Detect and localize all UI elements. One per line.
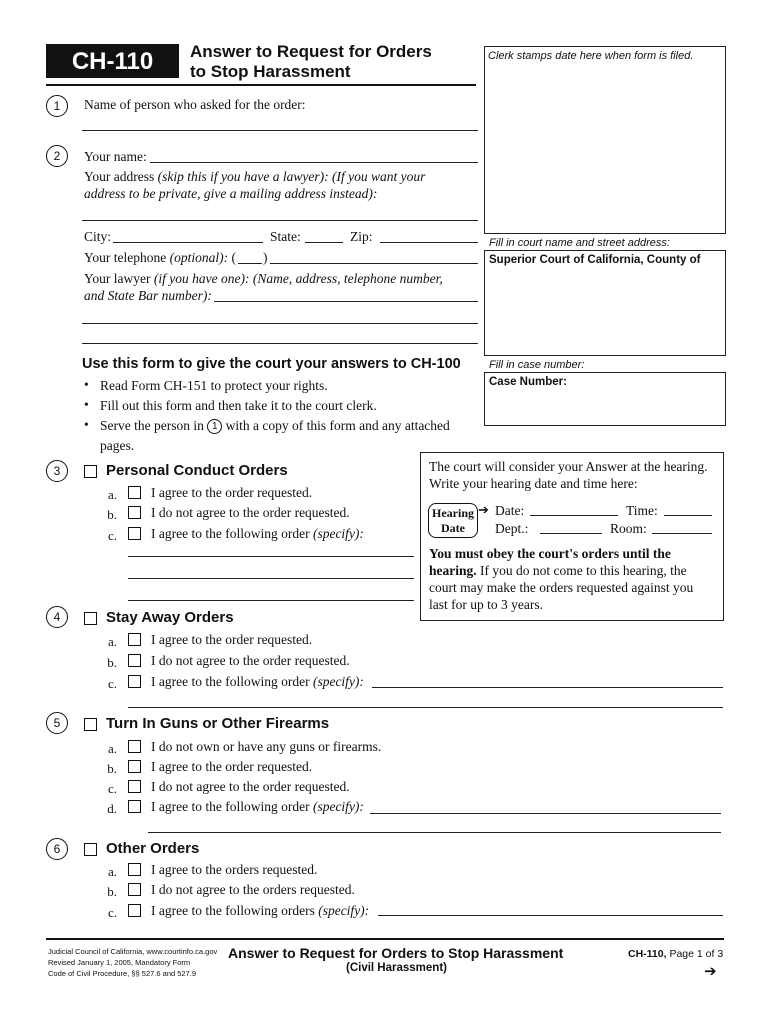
section6-specify-field[interactable] <box>378 915 723 916</box>
city-label: City: <box>84 229 112 244</box>
section3-letter-a: a. <box>107 487 117 502</box>
footer-title: Answer to Request for Orders to Stop Harassment <box>228 945 564 961</box>
section6-b-checkbox[interactable] <box>128 883 141 896</box>
section4-b-label: I do not agree to the order requested. <box>151 653 350 668</box>
section3-c-label: I agree to the following order (specify): <box>151 526 364 541</box>
footer-rule <box>46 938 724 940</box>
your-name-field[interactable] <box>150 162 478 163</box>
next-page-arrow-icon: ➔ <box>704 964 717 980</box>
section5-specify-field-2[interactable] <box>148 832 721 833</box>
section6-c-checkbox[interactable] <box>128 904 141 917</box>
item-ref-1-icon: 1 <box>207 419 222 434</box>
hearing-dept-field[interactable] <box>540 533 602 534</box>
section3-a-label: I agree to the order requested. <box>151 485 313 500</box>
form-title-line2: to Stop Harassment <box>190 62 351 81</box>
section3-letter-b: b. <box>107 507 117 522</box>
telephone-field[interactable] <box>270 263 478 264</box>
section6-c-label: I agree to the following orders (specify): <box>151 903 370 918</box>
section6-letter-a: a. <box>107 864 117 879</box>
section5-d-label: I agree to the following order (specify): <box>151 799 364 814</box>
section3-b-checkbox[interactable] <box>128 506 141 519</box>
section5-specify-field-1[interactable] <box>370 813 721 814</box>
item-number-1: 1 <box>46 95 68 117</box>
section5-letter-d: d. <box>107 801 117 816</box>
court-name-label: Fill in court name and street address: <box>489 237 670 249</box>
section5-a-label: I do not own or have any guns or firearms. <box>151 739 382 754</box>
city-field[interactable] <box>113 242 263 243</box>
requester-name-field[interactable] <box>82 130 478 131</box>
section5-b-label: I agree to the order requested. <box>151 759 313 774</box>
hearing-room-label: Room: <box>610 521 647 536</box>
section5-title: Turn In Guns or Other Firearms <box>106 715 330 732</box>
item-number-4: 4 <box>46 606 68 628</box>
telephone-paren: ) <box>263 250 268 265</box>
section3-c-checkbox[interactable] <box>128 527 141 540</box>
section4-letter-c: c. <box>107 676 117 691</box>
lawyer-field-1[interactable] <box>214 301 478 302</box>
hearing-intro-1: The court will consider your Answer at the hearing. <box>429 459 708 474</box>
section3-b-label: I do not agree to the order requested. <box>151 505 350 520</box>
hearing-date-field[interactable] <box>530 515 618 516</box>
lawyer-label: Your lawyer (if you have one): (Name, address, telephone number, <box>84 271 443 286</box>
zip-label: Zip: <box>350 229 373 244</box>
case-number-label: Fill in case number: <box>489 359 585 371</box>
section5-c-label: I do not agree to the order requested. <box>151 779 350 794</box>
section4-a-checkbox[interactable] <box>128 633 141 646</box>
form-id-badge: CH-110 <box>46 44 179 78</box>
bullet-dot-2: • <box>84 397 89 412</box>
section6-b-label: I do not agree to the orders requested. <box>151 882 355 897</box>
section5-letter-b: b. <box>107 761 117 776</box>
clerk-stamp-label: Clerk stamps date here when form is filed. <box>488 50 694 62</box>
hearing-arrow-icon: ➔ <box>478 502 489 517</box>
section3-specify-field-3[interactable] <box>128 600 414 601</box>
section4-a-label: I agree to the order requested. <box>151 632 313 647</box>
hearing-date-badge: Hearing Date <box>428 503 478 538</box>
your-address-label: Your address (skip this if you have a lawyer): (If you want your <box>84 169 426 184</box>
bullet-dot-1: • <box>84 377 89 392</box>
section4-checkbox[interactable] <box>84 612 97 625</box>
section4-c-label: I agree to the following order (specify): <box>151 674 364 689</box>
section5-d-checkbox[interactable] <box>128 800 141 813</box>
hearing-room-field[interactable] <box>652 533 712 534</box>
section4-title: Stay Away Orders <box>106 609 234 626</box>
instruction-3: Serve the person in 1 with a copy of this form and any attached <box>100 418 450 433</box>
section4-b-checkbox[interactable] <box>128 654 141 667</box>
zip-field[interactable] <box>380 242 478 243</box>
section4-specify-field-2[interactable] <box>128 707 723 708</box>
form-title-line1: Answer to Request for Orders <box>190 42 432 61</box>
your-address-field[interactable] <box>82 220 478 221</box>
footer-page-number: CH-110, Page 1 of 3 <box>628 948 724 960</box>
clerk-stamp-box <box>484 46 726 234</box>
hearing-time-label: Time: <box>626 503 658 518</box>
telephone-label: Your telephone (optional): ( <box>84 250 236 265</box>
section6-letter-b: b. <box>107 884 117 899</box>
section3-title: Personal Conduct Orders <box>106 462 288 479</box>
instruction-2: Fill out this form and then take it to the court clerk. <box>100 398 377 413</box>
section6-letter-c: c. <box>107 905 117 920</box>
your-address-note: address to be private, give a mailing address instead): <box>84 186 378 201</box>
section5-letter-c: c. <box>107 781 117 796</box>
section6-a-label: I agree to the orders requested. <box>151 862 318 877</box>
requester-name-label: Name of person who asked for the order: <box>84 97 306 112</box>
section3-checkbox[interactable] <box>84 465 97 478</box>
section5-c-checkbox[interactable] <box>128 780 141 793</box>
footer-source: Judicial Council of California, www.courtinfo.ca.gov Revised January 1, 2005, Mandatory Form Code of Civil Procedure, §§ 527.6 and 527.9 <box>48 947 218 978</box>
hearing-intro-2: Write your hearing date and time here: <box>429 476 638 491</box>
hearing-dept-label: Dept.: <box>495 521 529 536</box>
your-name-label: Your name: <box>84 149 147 164</box>
item-number-6: 6 <box>46 838 68 860</box>
lawyer-field-3[interactable] <box>82 343 478 344</box>
instruction-3-cont: pages. <box>100 438 135 453</box>
section4-c-checkbox[interactable] <box>128 675 141 688</box>
header-rule <box>46 84 476 86</box>
section6-title: Other Orders <box>106 840 200 857</box>
hearing-warning: You must obey the court's orders until the hearing. If you do not come to this hearing, the court may make the orders requested against you last for up to 3 years. <box>429 546 694 612</box>
instructions-heading: Use this form to give the court your answers to CH-100 <box>82 356 461 372</box>
item-number-2: 2 <box>46 145 68 167</box>
section4-letter-a: a. <box>107 634 117 649</box>
hearing-date-label: Date: <box>495 503 525 518</box>
section3-specify-field-1[interactable] <box>128 556 414 557</box>
section4-letter-b: b. <box>107 655 117 670</box>
section4-specify-field-1[interactable] <box>372 687 723 688</box>
section3-specify-field-2[interactable] <box>128 578 414 579</box>
court-name-value: Superior Court of California, County of <box>489 254 701 266</box>
section6-checkbox[interactable] <box>84 843 97 856</box>
item-number-5: 5 <box>46 712 68 734</box>
section5-checkbox[interactable] <box>84 718 97 731</box>
state-label: State: <box>270 229 301 244</box>
telephone-area-field[interactable] <box>238 263 262 264</box>
hearing-time-field[interactable] <box>664 515 712 516</box>
section3-letter-c: c. <box>107 528 117 543</box>
section6-a-checkbox[interactable] <box>128 863 141 876</box>
footer-subtitle: (Civil Harassment) <box>346 962 447 974</box>
case-number-value: Case Number: <box>489 376 567 388</box>
lawyer-label-2: and State Bar number): <box>84 288 212 303</box>
section5-b-checkbox[interactable] <box>128 760 141 773</box>
item-number-3: 3 <box>46 460 68 482</box>
section5-letter-a: a. <box>107 741 117 756</box>
state-field[interactable] <box>305 242 343 243</box>
section3-a-checkbox[interactable] <box>128 486 141 499</box>
bullet-dot-3: • <box>84 417 89 432</box>
section5-a-checkbox[interactable] <box>128 740 141 753</box>
lawyer-field-2[interactable] <box>82 323 478 324</box>
instruction-1: Read Form CH-151 to protect your rights. <box>100 378 328 393</box>
